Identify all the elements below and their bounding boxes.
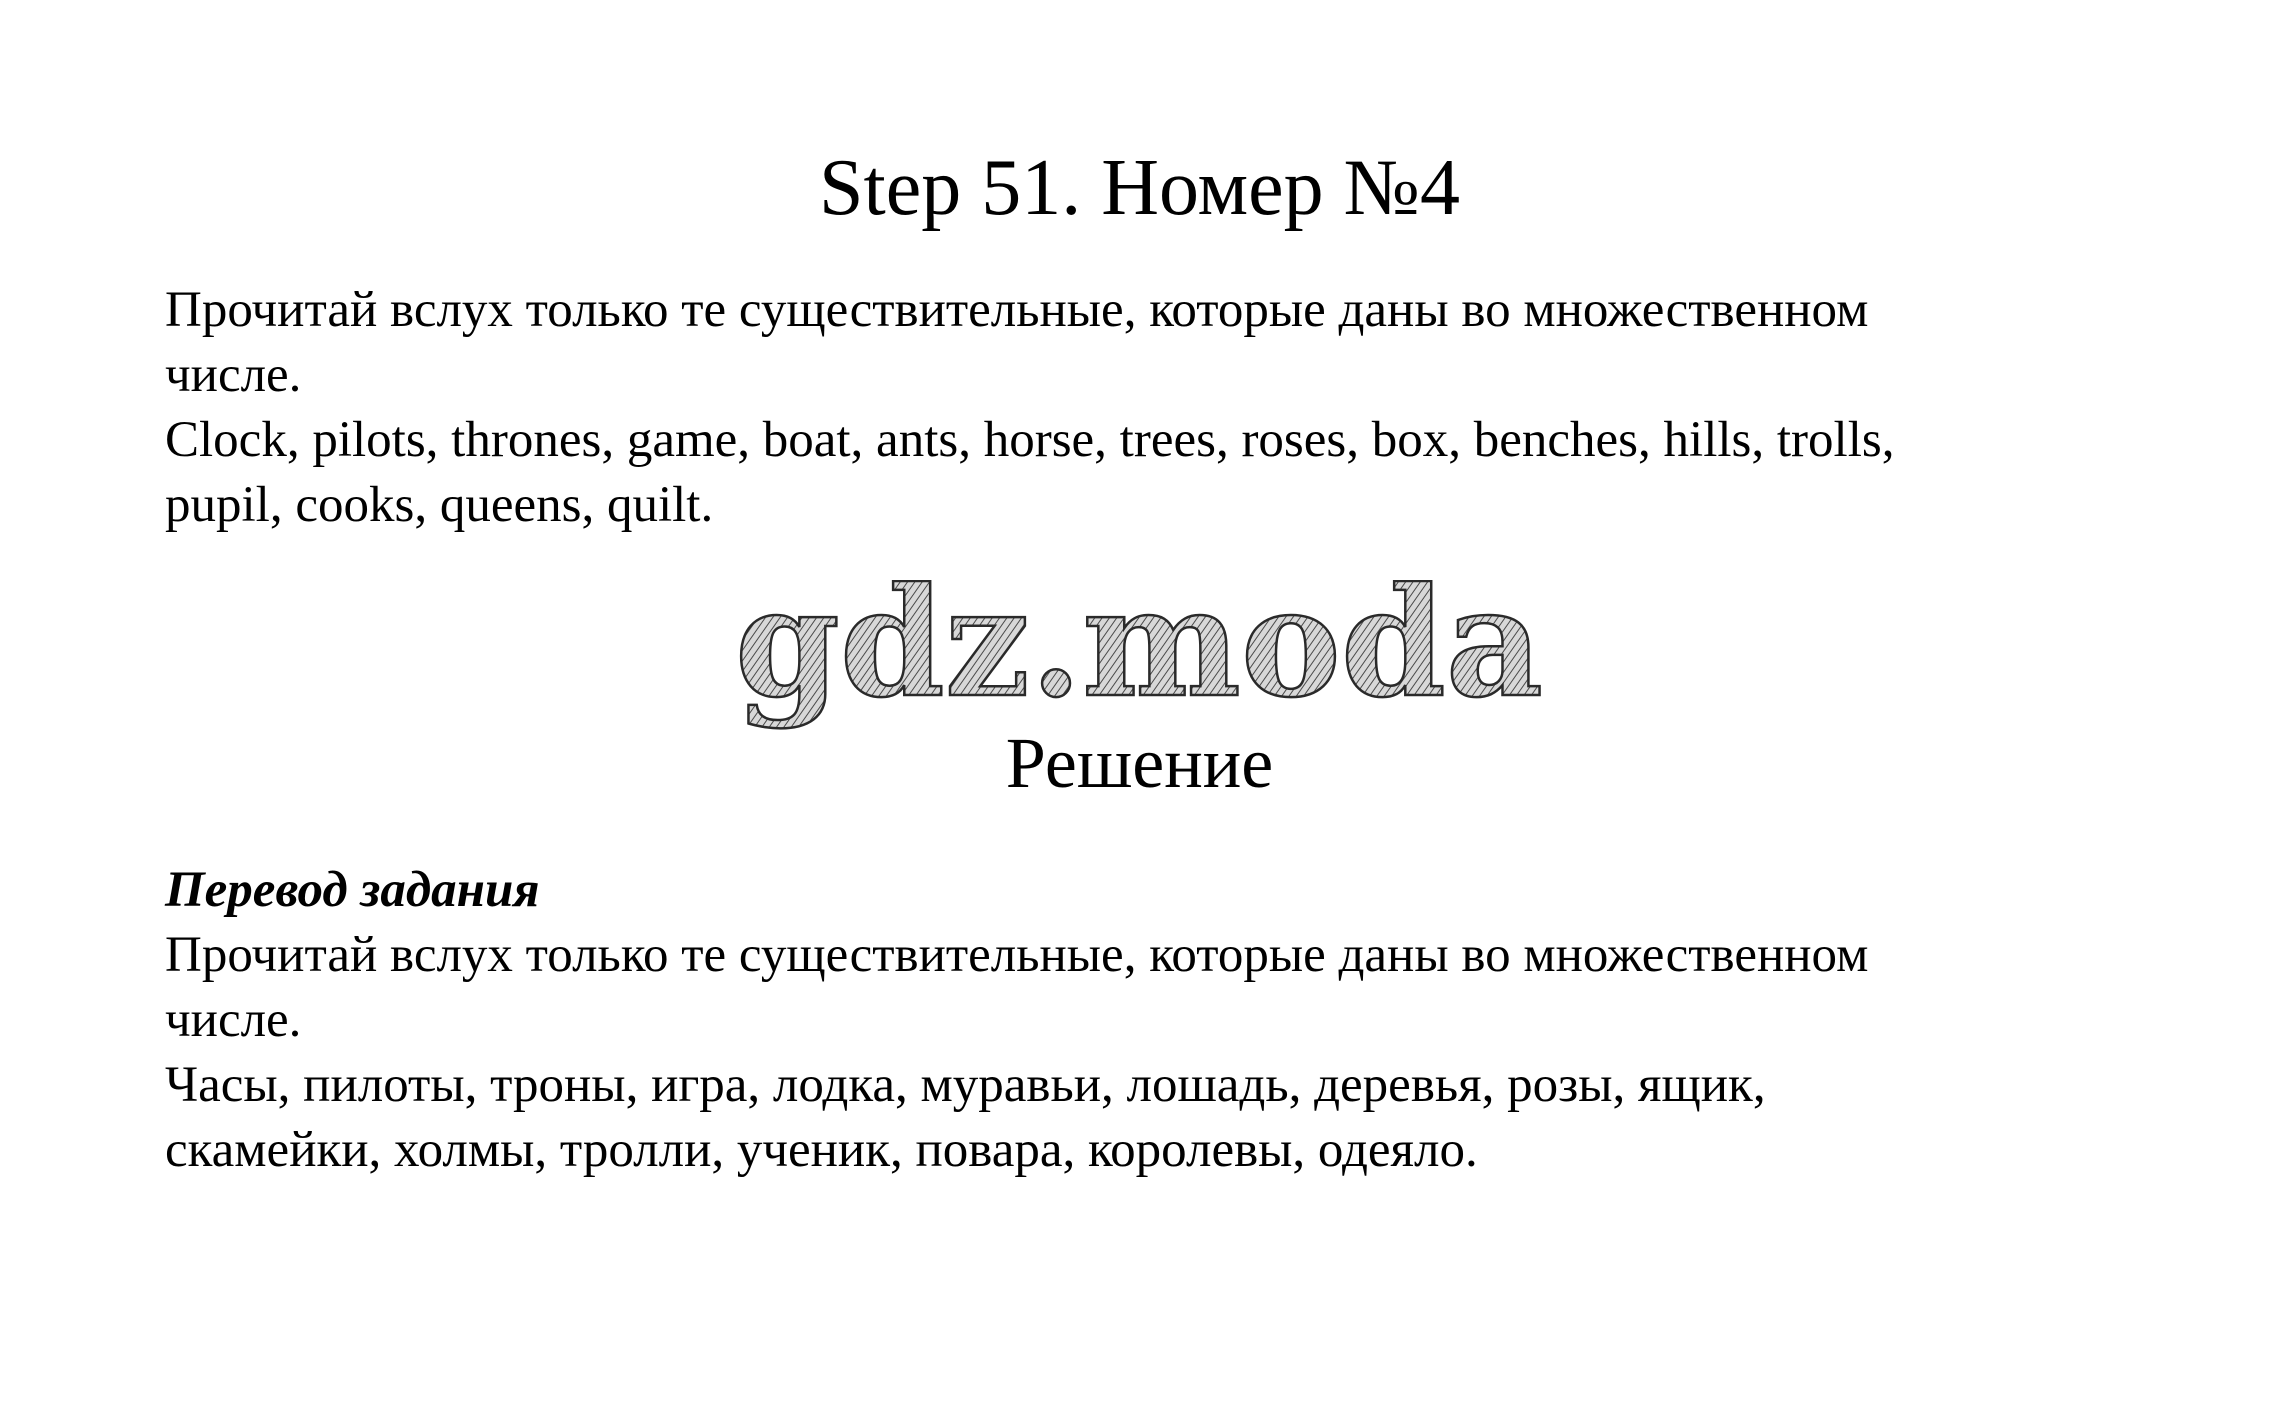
translation-instruction-line: Прочитай вслух только те существительные, которые даны во множественном <box>165 927 1869 983</box>
task-words-line: pupil, cooks, queens, quilt. <box>165 477 714 533</box>
task-words-line: Clock, pilots, thrones, game, boat, ants, horse, trees, roses, box, benches, hills, trolls, <box>165 412 1895 468</box>
task-instruction-line: Прочитай вслух только те существительные, которые даны во множественном <box>165 282 1869 338</box>
solution-title: Решение <box>1005 723 1274 803</box>
translation-block <box>165 858 2165 1183</box>
watermark-text: gdz.moda <box>734 580 1544 731</box>
watermark-logo <box>0 580 2279 740</box>
task-block <box>165 278 2165 538</box>
task-instruction-line: числе. <box>165 347 302 403</box>
translation-words-line: скамейки, холмы, тролли, ученик, повара, королевы, одеяло. <box>165 1122 1478 1178</box>
page-title: Step 51. Номер №4 <box>819 144 1460 232</box>
translation-heading: Перевод задания <box>165 862 540 918</box>
translation-instruction-line: числе. <box>165 992 302 1048</box>
translation-words-line: Часы, пилоты, троны, игра, лодка, муравьи, лошадь, деревья, розы, ящик, <box>165 1057 1766 1113</box>
